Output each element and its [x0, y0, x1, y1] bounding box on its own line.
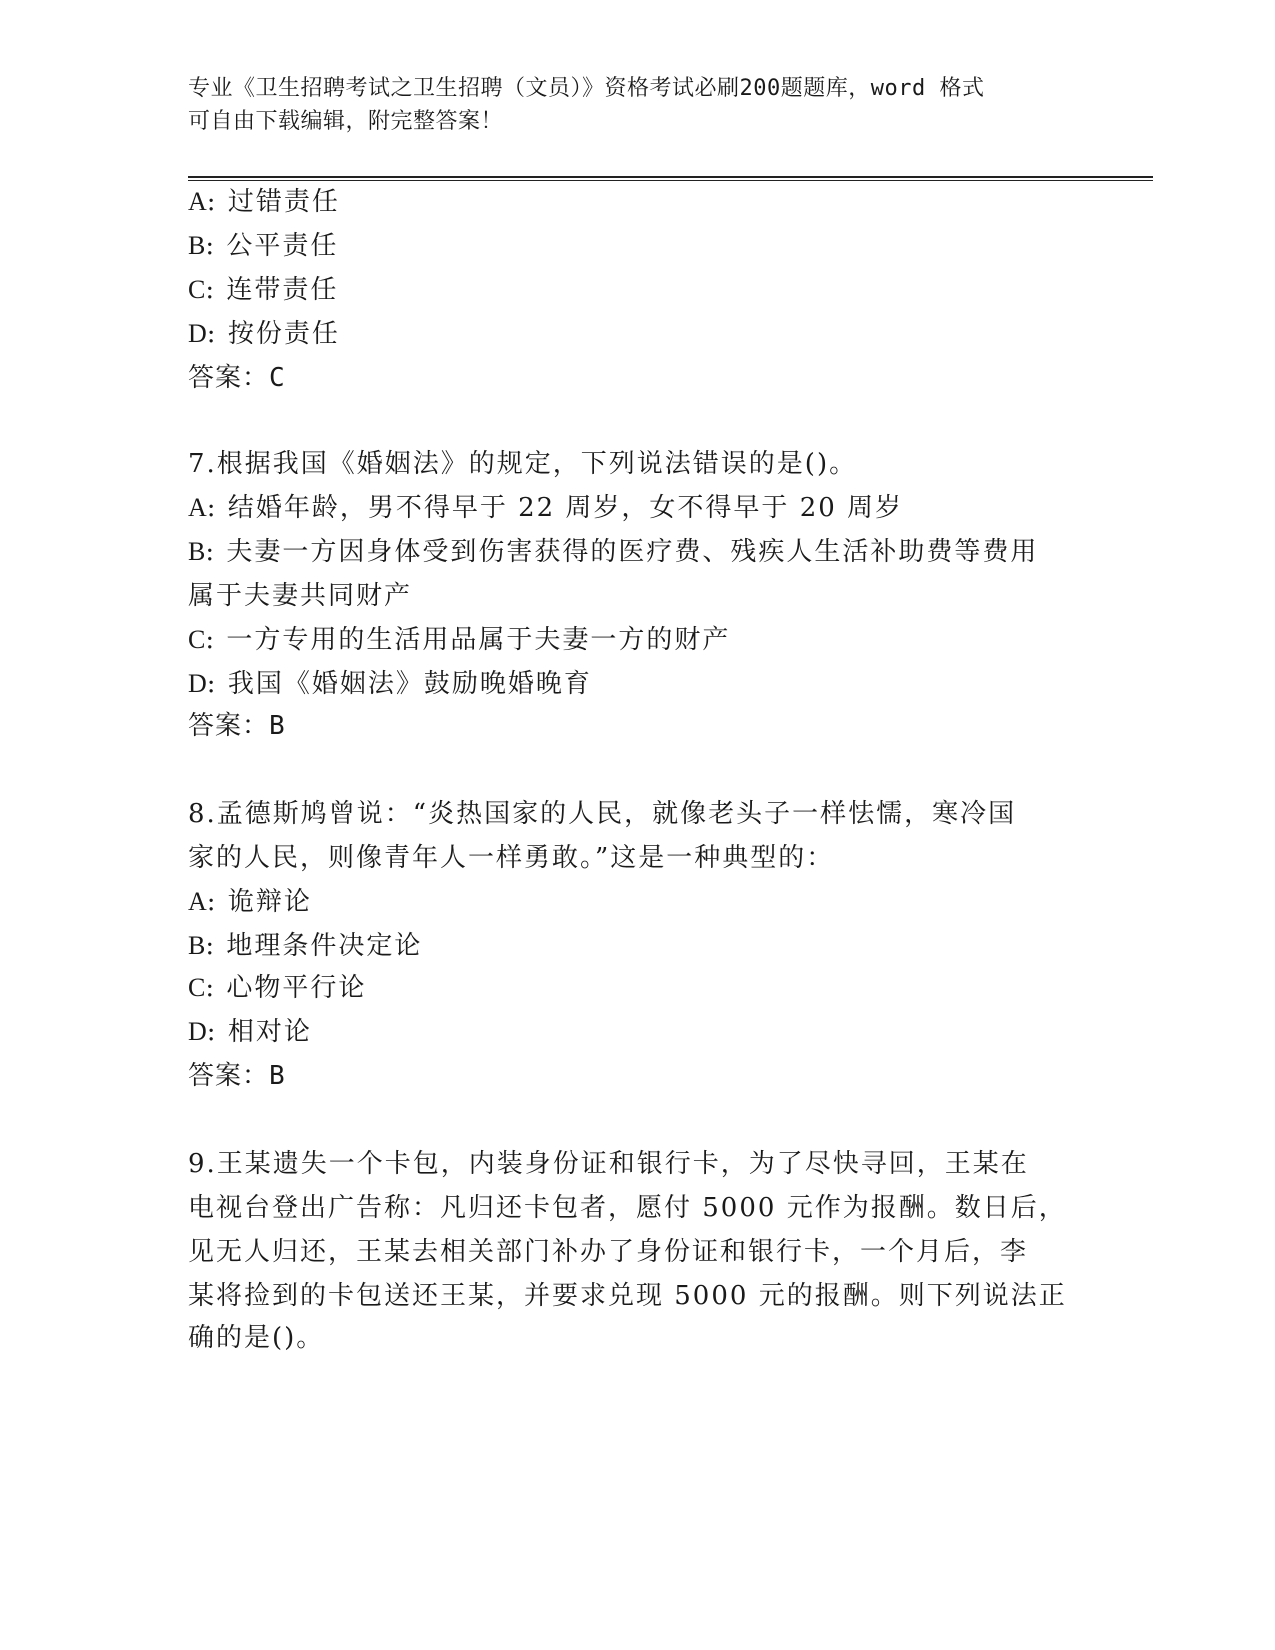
option-text: 相对论 [227, 1017, 312, 1047]
answer-label: 答案： [188, 1061, 270, 1091]
option-separator: : [205, 231, 217, 261]
q8-option-a [188, 880, 312, 924]
q8-stem-line-2: 家的人民，则像青年人一样勇敢。”这是一种典型的： [188, 843, 835, 873]
option-text: 公平责任 [226, 231, 339, 261]
option-separator: : [205, 931, 217, 961]
answer-value: B [269, 1061, 286, 1091]
option-separator: : [205, 537, 217, 567]
q7-option-a [188, 486, 903, 530]
option-separator: : [206, 1017, 218, 1047]
q9-stem-line-5: 确的是()。 [188, 1323, 325, 1353]
option-letter: C [188, 973, 206, 1002]
header-line-2: 可自由下载编辑，附完整答案！ [188, 109, 504, 134]
option-text: 结婚年龄，男不得早于 22 周岁，女不得早于 20 周岁 [227, 493, 904, 523]
q8-option-b [188, 924, 422, 968]
q7-option-b [188, 530, 1038, 574]
answer-label: 答案： [188, 363, 270, 393]
option-text: 我国《婚姻法》鼓励晚婚晚育 [227, 669, 592, 699]
option-text: 连带责任 [226, 275, 339, 305]
option-text: 过错责任 [227, 187, 340, 217]
q7-stem: 7.根据我国《婚姻法》的规定，下列说法错误的是()。 [188, 449, 858, 479]
option-separator: : [206, 187, 218, 217]
option-letter: C [188, 275, 206, 304]
option-separator: : [206, 887, 218, 917]
option-separator: : [205, 625, 217, 655]
option-letter: A [188, 493, 207, 522]
q7-option-d [188, 662, 592, 706]
q9-stem-line-2: 电视台登出广告称：凡归还卡包者，愿付 5000 元作为报酬。数日后， [188, 1193, 1067, 1223]
document-header [188, 72, 1088, 138]
option-separator: : [206, 493, 218, 523]
option-letter: A [188, 187, 207, 216]
q6-option-b [188, 224, 338, 268]
option-letter: B [188, 931, 206, 960]
q8-option-c [188, 966, 366, 1010]
q7-answer [188, 704, 286, 748]
q8-option-d [188, 1010, 312, 1054]
q9-stem-line-4: 某将捡到的卡包送还王某，并要求兑现 5000 元的报酬。则下列说法正 [188, 1281, 1067, 1311]
option-letter: D [188, 1017, 207, 1046]
option-letter: A [188, 887, 207, 916]
option-text: 夫妻一方因身体受到伤害获得的医疗费、残疾人生活补助费等费用 [226, 537, 1039, 567]
option-text: 按份责任 [227, 319, 340, 349]
q8-answer [188, 1054, 286, 1098]
q7-option-c [188, 618, 730, 662]
option-text: 诡辩论 [227, 887, 312, 917]
q6-option-d [188, 312, 340, 356]
answer-value: B [269, 711, 286, 741]
q7-option-b-continued: 属于夫妻共同财产 [188, 581, 413, 611]
option-text: 一方专用的生活用品属于夫妻一方的财产 [226, 625, 731, 655]
option-letter: B [188, 231, 206, 260]
header-line-1: 专业《卫生招聘考试之卫生招聘（文员）》资格考试必刷200题题库，word 格式 [188, 76, 985, 101]
answer-value: C [269, 363, 286, 393]
q6-option-c [188, 268, 338, 312]
option-text: 心物平行论 [226, 973, 367, 1003]
option-letter: C [188, 625, 206, 654]
option-text: 地理条件决定论 [226, 931, 423, 961]
option-letter: B [188, 537, 206, 566]
q6-option-a [188, 180, 340, 224]
q6-answer [188, 356, 286, 400]
answer-label: 答案： [188, 711, 270, 741]
option-letter: D [188, 319, 207, 348]
option-letter: D [188, 669, 207, 698]
option-separator: : [206, 319, 218, 349]
option-separator: : [205, 275, 217, 305]
option-separator: : [206, 669, 218, 699]
q9-stem-line-3: 见无人归还，王某去相关部门补办了身份证和银行卡，一个月后，李 [188, 1237, 1029, 1267]
option-separator: : [205, 973, 217, 1003]
q8-stem-line-1: 8.孟德斯鸠曾说：“炎热国家的人民，就像老头子一样怯懦，寒冷国 [188, 799, 1017, 829]
q9-stem-line-1: 9.王某遗失一个卡包，内装身份证和银行卡，为了尽快寻回，王某在 [188, 1149, 1029, 1179]
